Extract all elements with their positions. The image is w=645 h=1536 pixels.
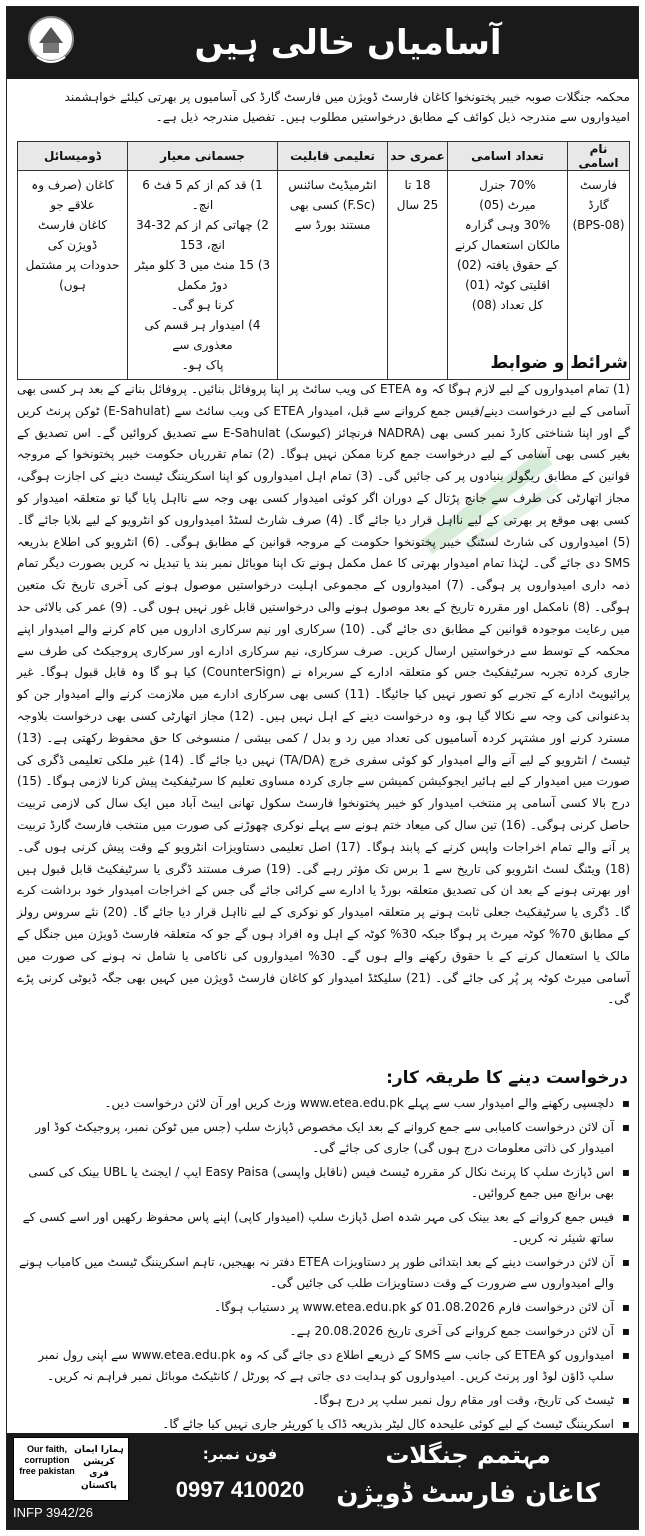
list-item	[17, 1207, 630, 1249]
count-line: 70% جنرل	[479, 178, 536, 192]
kpk-government-logo-icon	[27, 11, 75, 71]
post-name: فارسٹ گارڈ	[579, 178, 618, 212]
infp-number: INFP 3942/26	[13, 1505, 93, 1520]
bullet-icon: ▪	[621, 1348, 630, 1362]
count-line: کے حقوق یافتہ (02)	[456, 258, 559, 272]
howto-item-text: اس ڈپازٹ سلپ کا پرنٹ نکال کر مقررہ ٹیسٹ فیس (ناقابل واپسی) Easy Paisa ایپ / ایجنٹ یا UBL بینک کی کسی بھی برانچ میں جمع کروائیں۔	[28, 1165, 614, 1200]
list-item	[17, 1117, 630, 1159]
cell-education	[278, 171, 388, 380]
cell-post	[568, 171, 630, 380]
bullet-icon: ▪	[621, 1324, 630, 1338]
badge-english-text: Our faith, corruption free pakistan	[19, 1444, 75, 1476]
list-item	[17, 1162, 630, 1204]
cell-domicile	[18, 171, 128, 380]
list-item	[17, 1297, 630, 1318]
physical-line: کرنا ہو گی۔	[171, 298, 234, 312]
count-line: 30% وہی گزارہ	[464, 218, 551, 232]
education-line: (F.Sc) کسی بھی	[289, 198, 376, 212]
domicile-line: حدودات پر مشتمل ہوں)	[25, 258, 120, 292]
howto-item-text: آن لائن درخواست فارم 01.08.2026 کو www.etea.edu.pk پر دستیاب ہوگا۔	[214, 1300, 614, 1314]
header-post-count: تعداد اسامی	[448, 142, 568, 171]
list-item	[17, 1252, 630, 1294]
header-domicile: ڈومیسائل	[18, 142, 128, 171]
intro-paragraph: محکمہ جنگلات صوبہ خیبر پختونخوا کاغان فارسٹ ڈویژن میں فارسٹ گارڈ کی آسامیوں پر بھرتی کیلئے خواہشمند امیدواروں سے مندرجہ ذیل کوائف کے مطابق درخواستیں مطلوب ہیں۔ تفصیل مندرجہ ذیل ہے۔	[64, 90, 630, 124]
howto-item-text: امیدواروں کو ETEA کی جانب سے SMS کے ذریعے اطلاع دی جائے گی کہ وہ www.etea.edu.pk سے اپنی رول نمبر سلپ ڈاؤن لوڈ اور پرنٹ کریں۔ امیدواروں کو ہدایت دی جاتی ہے کہ پورٹل / کانٹیکٹ موبائل نمبر فراہم نہ کریں۔	[38, 1348, 614, 1383]
bullet-icon: ▪	[621, 1255, 630, 1269]
howto-list	[17, 1093, 630, 1438]
footer-banner	[7, 1433, 638, 1530]
howto-item-text: ٹیسٹ کی تاریخ، وقت اور مقام رول نمبر سلپ پر درج ہوگا۔	[312, 1393, 614, 1407]
howto-item-text: اسکریننگ ٹیسٹ کے لیے کوئی علیحدہ کال لیٹر بذریعہ ڈاک یا کوریئر جاری نہیں کیا جائے گا۔	[162, 1417, 614, 1431]
table-row	[18, 171, 630, 380]
badge-urdu-text: ہمارا ایمان کرپشن فری پاکستان	[74, 1445, 124, 1491]
bullet-icon: ▪	[621, 1120, 630, 1134]
anti-corruption-badge	[13, 1437, 129, 1501]
physical-line: 2) چھاتی کم از کم 32-34 انچ، 153	[136, 218, 269, 252]
domicile-line: کاغان (صرف وہ علاقے جو	[31, 178, 114, 212]
count-line: میرٹ (05)	[479, 198, 536, 212]
cell-count	[448, 171, 568, 380]
bullet-icon: ▪	[621, 1210, 630, 1224]
cell-physical	[128, 171, 278, 380]
post-scale: (BPS-08)	[572, 218, 625, 232]
office-title: مہتمم جنگلات	[385, 1441, 551, 1469]
phone-label: فون نمبر:	[202, 1445, 278, 1463]
header-education: تعلیمی قابلیت	[278, 142, 388, 171]
list-item	[17, 1345, 630, 1387]
bullet-icon: ▪	[621, 1417, 630, 1431]
page-title: آسامیاں خالی ہیں	[194, 23, 502, 63]
howto-item-text: آن لائن درخواست کامیابی سے جمع کروانے کے بعد ایک مخصوص ڈپازٹ سلپ (جس میں ٹوکن نمبر، پروجیکٹ کوڈ اور امیدوار کی ذاتی معلومات درج ہوں گی) جاری کی جائے گی۔	[35, 1120, 614, 1155]
physical-line: 3) 15 منٹ میں 3 کلو میٹر دوڑ مکمل	[134, 258, 271, 292]
count-line: کل تعداد (08)	[471, 298, 544, 312]
howto-item-text: آن لائن درخواست دینے کے بعد ابتدائی طور پر دستاویزات ETEA دفتر نہ بھیجیں، تاہم اسکریننگ ٹیسٹ میں کامیاب ہونے والے امیدواروں سے ضرورت کے وقت دستاویزات طلب کی جائیں گی۔	[18, 1255, 614, 1290]
terms-body: (1) تمام امیدواروں کے لیے لازم ہوگا کہ وہ ETEA کی ویب سائٹ پر اپنا پروفائل بنائیں۔ پروفائل بنانے کے بعد ہر کسی بھی آسامی کے لیے درخواست دینے/فیس جمع کروانے سے قبل، امیدوار ETEA کی ویب سائٹ سے (E-Sahulat) ٹوکن پرنٹ کریں گے اور اپنا شناختی کارڈ نمبر کسی بھی (NADRA فرنچائز (کیوسک) E-Sahulat سے تصدیق کروائیں گے۔ اس تصدیق کے بغیر کسی بھی آسامی کے لیے درخواست جمع کرنا ممکن نہیں ہوگا۔ (2) تمام تقرریاں حکومت خیبر پختونخوا کے مروجہ قوانین کے مطابق ریگولر بنیادوں پر کی جائیں گی۔ (3) تمام اہل امیدواروں کو اپنا اسکریننگ ٹیسٹ دینے کی اجازت ہوگی، مجاز اتھارٹی کی طرف سے جانچ پڑتال کے دوران اگر کوئی امیدوار کسی بھی وجہ سے نااہل پایا گیا تو متعلقہ امیدوار کو کسی بھی موقع پر بھرتی کے لیے نااہل قرار دیا جائے گا۔ (4) صرف شارٹ لسٹڈ امیدواروں کو انٹرویو کے لیے بلایا جائے گا۔ (5) امیدواروں کی شارٹ لسٹنگ خیبر پختونخوا حکومت کے مروجہ قوانین کے مطابق ہوگی۔ (6) انٹرویو کی اطلاع بذریعہ SMS دی جائے گی۔ لہٰذا تمام امیدوار بھرتی کا عمل مکمل ہونے تک اپنا موبائل نمبر بند یا تبدیل نہ کریں بصورت دیگر تمام ذمہ داری امیدواروں پر ہوگی۔ (7) امیدواروں کے مجموعی اہلیت درخواستیں موصول ہونے کی آخری تاریخ تک متعین ہوگی۔ (8) نامکمل اور مقررہ تاریخ کے بعد موصول ہونے والی درخواستیں قابل غور نہیں ہوں گی۔ (9) عمر کی بالائی حد میں رعایت موجودہ قوانین کے مطابق دی جائے گی۔ (10) سرکاری اور نیم سرکاری اداروں میں کام کرنے والے امیدوار اپنے محکمہ کے توسط سے درخواستیں ارسال کریں۔ صرف سرکاری، نیم سرکاری ادارے اور سرکاری پروجیکٹ کی طرف سے جاری کردہ تجربہ سرٹیفکیٹ جس کو متعلقہ ادارے کے سربراہ نے (CounterSign) کیا ہو گا وہ قابل قبول ہوگا۔ غیر پرائیویٹ ادارے کے تجربے کو تصور نہیں کیا جائیگا۔ (11) کسی بھی سرکاری ادارے میں ملازمت کرنے والے امیدوار جن کو بدعنوانی کی وجہ سے نکالا گیا ہو، وہ درخواست دینے کے اہل نہیں ہیں۔ (12) مجاز اتھارٹی کسی بھی درخواست بلاوجہ مسترد کرنے اور مشتہر کردہ آسامیوں کی تعداد میں رد و بدل / کمی بیشی / منسوخی کا حق محفوظ رکھتی ہے۔ (13) ٹیسٹ / انٹرویو کے لیے آنے والے امیدوار کو کوئی سفری خرچ (TA/DA) نہیں دیا جائے گا۔ (14) غیر ملکی تعلیمی ڈگری کی صورت میں امیدوار کے لیے ہائیر ایجوکیشن کمیشن سے جاری کردہ مساوی تعلیم کا سرٹیفکیٹ پیش کرنا لازمی ہوگا۔ (15) درج بالا کسی آسامی پر منتخب امیدوار کو خیبر پختونخوا فارسٹ سکول تھانی ایبٹ آباد میں ایک سال کی لازمی تربیت حاصل کرنی ہوگی۔ (16) تین سال کی میعاد ختم ہونے سے پہلے نوکری چھوڑنے کی صورت میں منتخب فارسٹ گارڈ تربیت پر آنے والے تمام اخراجات واپس کرنے کے پابند ہوگا۔ (17) اصل تعلیمی دستاویزات انٹرویو کے وقت پیش کرنی ہوں گی۔ (18) ویٹنگ لسٹ انٹرویو کی تاریخ سے 1 برس تک مؤثر رہے گی۔ (19) صرف مستند ڈگری یا سرٹیفکیٹ قابل قبول ہیں اور بھرتی ہونے کے بعد ان کی تصدیق متعلقہ بورڈ یا ادارے سے کرائی جائے گی جس کے اخراجات امیدوار خود برداشت کرے گا۔ ڈگری یا سرٹیفکیٹ جعلی ثابت ہونے پر متعلقہ امیدوار کو نوکری کے لیے نااہل قرار دیا جائے گا۔ (20) نئے سروس رولز کے مطابق 70% کوٹہ میرٹ پر ہوگا جبکہ 30% کوٹہ کے اہل وہ افراد ہوں گے جو کہ متعلقہ فارسٹ ڈویژن میں جنگل کے مالک یا استعمال کرنے کے با حقوق رکھنے والے ہوں گے۔ 30% امیدواروں کی ناکامی یا شامل نہ ہونے کی صورت میں آسامی میرٹ کوٹہ پر پُر کی جائے گی۔ (21) سلیکٹڈ امیدوار کو کاغان فارسٹ ڈویژن میں کہیں بھی جگہ ڈیوٹی کرنی پڑے گی۔	[17, 382, 631, 1007]
advertisement-page	[6, 6, 639, 1530]
education-line: انٹرمیڈیٹ سائنس	[288, 178, 377, 192]
education-line: مستند بورڈ سے	[294, 218, 371, 232]
howto-title: درخواست دینے کا طریقہ کار:	[386, 1068, 628, 1088]
age-line: 18 تا	[404, 178, 431, 192]
header-age-limit: عمری حد	[388, 142, 448, 171]
list-item	[17, 1390, 630, 1411]
phone-number: 0997 410020	[175, 1477, 305, 1502]
list-item	[17, 1321, 630, 1342]
office-division: کاغان فارسٹ ڈویژن	[336, 1479, 600, 1509]
physical-line: 1) قد کم از کم 5 فٹ 6 انچ۔	[142, 178, 263, 212]
list-item	[17, 1414, 630, 1435]
physical-line: پاک ہو۔	[181, 358, 224, 372]
howto-item-text: آن لائن درخواست جمع کروانے کی آخری تاریخ 20.08.2026 ہے۔	[289, 1324, 614, 1338]
jobs-table	[17, 141, 630, 380]
cell-age	[388, 171, 448, 380]
physical-line: 4) امیدوار ہر قسم کی معذوری سے	[144, 318, 261, 352]
count-line: اقلیتی کوٹہ (01)	[465, 278, 550, 292]
bullet-icon: ▪	[621, 1300, 630, 1314]
howto-item-text: فیس جمع کروانے کے بعد بینک کی مہر شدہ اصل ڈپازٹ سلپ (امیدوار کاپی) اپنے پاس محفوظ رکھیں اور اسے کسی کے ساتھ شیئر نہ کریں۔	[22, 1210, 614, 1245]
count-line: مالکان استعمال کرنے	[454, 238, 561, 252]
bullet-icon: ▪	[621, 1096, 630, 1110]
header-banner	[7, 7, 638, 79]
domicile-line: کاغان فارسٹ ڈویژن کی	[38, 218, 107, 252]
age-line: 25 سال	[396, 198, 439, 212]
header-post-name: نام اسامی	[568, 142, 630, 171]
table-header-row	[18, 142, 630, 171]
header-physical-standard: جسمانی معیار	[128, 142, 278, 171]
bullet-icon: ▪	[621, 1165, 630, 1179]
terms-title: شرائط و ضوابط	[490, 353, 628, 373]
list-item	[17, 1093, 630, 1114]
bullet-icon: ▪	[621, 1393, 630, 1407]
howto-item-text: دلچسپی رکھنے والے امیدوار سب سے پہلے www.etea.edu.pk وزٹ کریں اور آن لائن درخواست دیں۔	[104, 1096, 614, 1110]
